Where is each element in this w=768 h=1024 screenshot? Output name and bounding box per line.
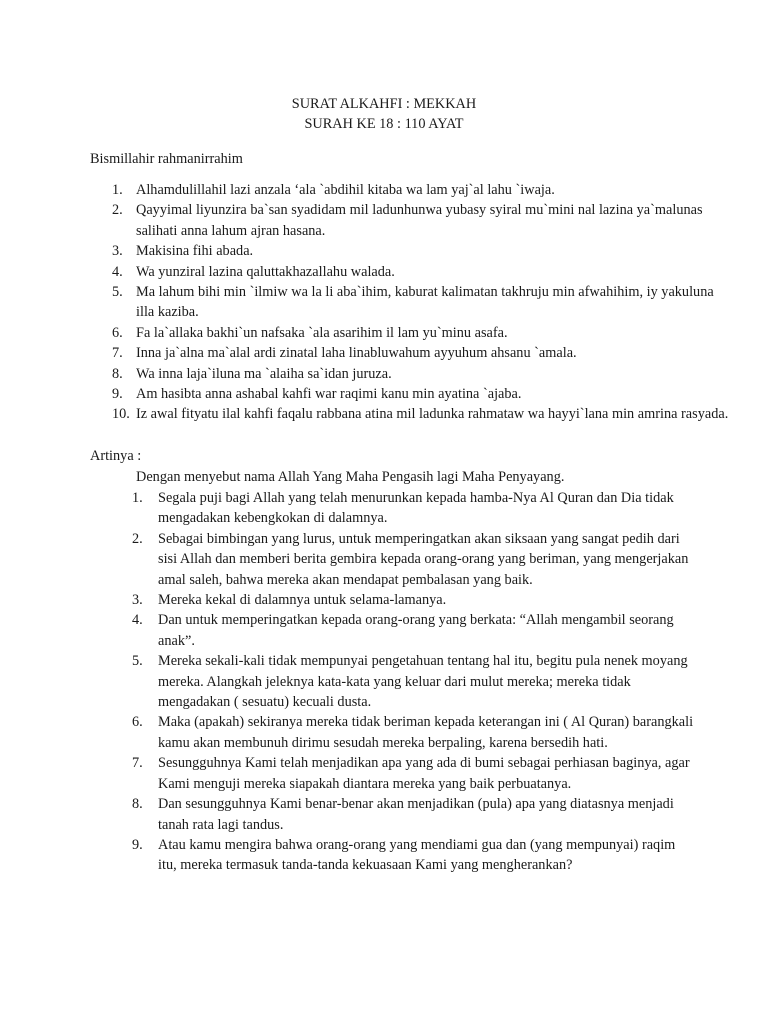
verse-list [90, 180, 730, 425]
translation-item [132, 610, 696, 651]
verse-text: Fa la`allaka bakhi`un nafsaka `ala asarihim il lam yu`minu asafa. [136, 324, 508, 341]
translation-number: 1. [132, 490, 143, 506]
verse-number: 7. [112, 345, 123, 362]
verse-number: 8. [112, 365, 123, 382]
translation-number: 6. [132, 714, 143, 731]
translation-text: Sesungguhnya Kami telah menjadikan apa yang ada di bumi sebagai perhiasan baginya, agar Kami menguji mereka siapakah diantara mereka yang baik perbuatanya. [158, 755, 690, 792]
verse-text: Makisina fihi abada. [136, 243, 254, 260]
document-subtitle: SURAH KE 18 : 110 AYAT [304, 116, 464, 132]
verse-item [90, 384, 730, 404]
translation-item [132, 590, 696, 610]
translation-item [132, 651, 696, 712]
translation-heading: Artinya : [90, 448, 142, 464]
translation-number: 7. [132, 755, 143, 772]
verse-number: 4. [112, 263, 123, 280]
translation-item [132, 712, 696, 753]
verse-item [90, 282, 730, 323]
verse-item [90, 180, 730, 200]
translation-text: Dan untuk memperingatkan kepada orang-orang yang berkata: “Allah mengambil seorang anak”. [158, 612, 674, 649]
translation-number: 5. [132, 653, 143, 670]
translation-text: Segala puji bagi Allah yang telah menurunkan kepada hamba-Nya Al Quran dan Dia tidak mengadakan kebengkokan di dalamnya. [158, 490, 674, 527]
translation-text: Atau kamu mengira bahwa orang-orang yang mendiami gua dan (yang mempunyai) raqim itu, mereka termasuk tanda-tanda kekuasaan Kami yang mengherankan? [158, 836, 676, 874]
verse-text: Wa inna laja`iluna ma `alaiha sa`idan juruza. [136, 365, 392, 382]
translation-item [132, 794, 696, 835]
verse-item [90, 262, 730, 282]
basmala-line: Bismillahir rahmanirrahim [90, 151, 243, 167]
verse-item [90, 323, 730, 343]
verse-text: Alhamdulillahil lazi anzala ‘ala `abdihil kitaba wa lam yaj`al lahu `iwaja. [136, 182, 555, 198]
verse-text: Am hasibta anna ashabal kahfi war raqimi kanu min ayatina `ajaba. [136, 386, 522, 403]
verse-item [90, 343, 730, 363]
translation-item [132, 753, 696, 794]
translation-list [132, 488, 696, 876]
translation-text: Dan sesungguhnya Kami benar-benar akan menjadikan (pula) apa yang diatasnya menjadi tanah rata lagi tandus. [158, 796, 674, 833]
translation-text: Mereka kekal di dalamnya untuk selama-lamanya. [158, 592, 447, 609]
verse-number: 9. [112, 386, 123, 403]
translation-number: 8. [132, 796, 143, 813]
translation-number: 4. [132, 612, 143, 629]
verse-number: 6. [112, 324, 123, 341]
verse-number: 1. [112, 182, 123, 198]
verse-text: Qayyimal liyunzira ba`san syadidam mil ladunhunwa yubasy syiral mu`mini nal lazina ya`malunas salihati anna lahum ajran hasana. [136, 202, 703, 239]
verse-text: Wa yunziral lazina qaluttakhazallahu walada. [136, 263, 395, 280]
translation-intro: Dengan menyebut nama Allah Yang Maha Pengasih lagi Maha Penyayang. [136, 469, 565, 485]
translation-text: Mereka sekali-kali tidak mempunyai pengetahuan tentang hal itu, begitu pula nenek moyang mereka. Alangkah jeleknya kata-kata yang keluar dari mulut mereka; mereka tidak mengadakan ( sesuatu) kecuali dusta. [158, 653, 688, 711]
verse-item [90, 404, 730, 424]
verse-number: 5. [112, 284, 123, 301]
translation-item [132, 488, 696, 529]
verse-item [90, 364, 730, 384]
verse-number: 10. [112, 406, 130, 423]
translation-item [132, 529, 696, 590]
verse-text: Ma lahum bihi min `ilmiw wa la li aba`ihim, kaburat kalimatan takhruju min afwahihim, iy yakuluna illa kaziba. [136, 284, 714, 321]
translation-text: Maka (apakah) sekiranya mereka tidak beriman kepada keterangan ini ( Al Quran) barangkali kamu akan membunuh dirimu sesudah mereka berpaling, karena bersedih hati. [158, 714, 694, 751]
translation-number: 2. [132, 530, 143, 547]
verse-text: Inna ja`alna ma`alal ardi zinatal laha linabluwahum ayyuhum ahsanu `amala. [136, 345, 577, 362]
verse-text: Iz awal fityatu ilal kahfi faqalu rabbana atina mil ladunka rahmataw wa hayyi`lana min amrina rasyada. [136, 406, 729, 423]
translation-text: Sebagai bimbingan yang lurus, untuk memperingatkan akan siksaan yang sangat pedih dari sisi Allah dan memberi berita gembira kepada orang-orang yang beriman, yang mengerjakan amal saleh, bahwa mereka akan mendapat pembalasan yang baik. [158, 530, 689, 588]
verse-item [90, 200, 730, 241]
translation-item [132, 835, 696, 876]
translation-number: 3. [132, 592, 143, 609]
translation-number: 9. [132, 836, 143, 853]
document-title: SURAT ALKAHFI : MEKKAH [291, 96, 477, 112]
verse-item [90, 241, 730, 261]
verse-number: 3. [112, 243, 123, 260]
verse-number: 2. [112, 202, 123, 219]
